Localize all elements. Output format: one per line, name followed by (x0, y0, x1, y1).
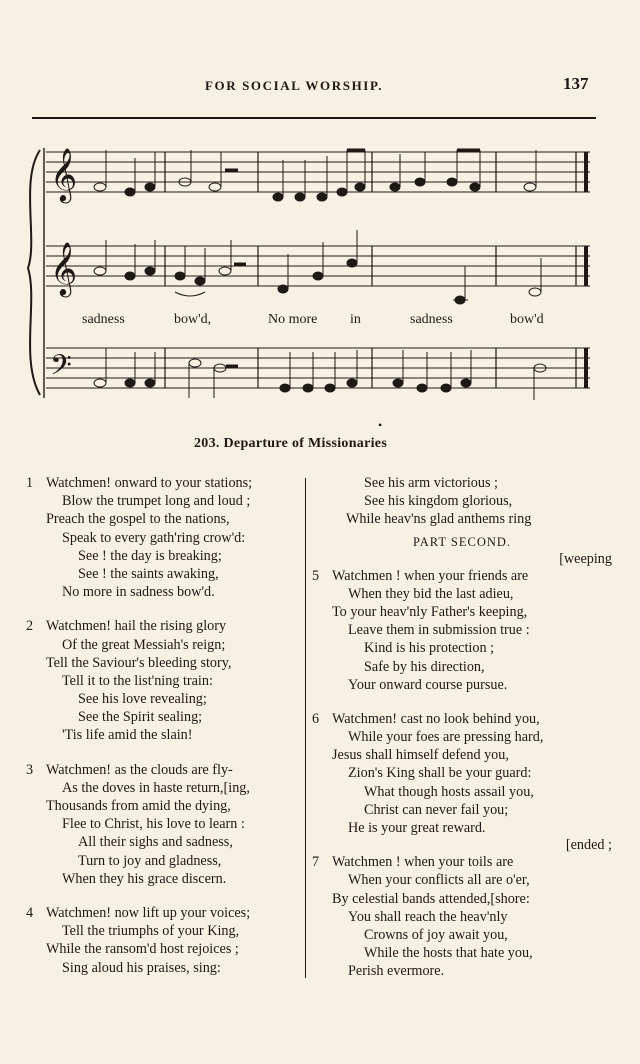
verse-line (312, 621, 612, 639)
verse-line (26, 761, 306, 779)
verse-line (26, 940, 306, 958)
verse-text: See ! the day is breaking; (78, 547, 222, 564)
verse-text: No more in sadness bow'd. (62, 584, 215, 601)
verse-text: When your conflicts all are o'er, (348, 872, 530, 889)
verse-line (26, 726, 306, 744)
verse-text: Leave them in submission true : (348, 622, 530, 639)
right-column (312, 474, 612, 981)
verse-text: As the doves in haste return,[ing, (62, 779, 250, 796)
barlines (165, 152, 496, 388)
verse-line (312, 728, 612, 746)
notes-staff-1 (94, 150, 536, 201)
verse-line (26, 852, 306, 870)
verse-text: Safe by his direction, (364, 658, 485, 675)
verse-line (26, 583, 306, 601)
verse-text: Watchmen! as the clouds are fly- (46, 761, 233, 778)
verse-text: Christ can never fail you; (364, 801, 509, 818)
underlay-word: bow'd, (174, 312, 212, 327)
verse-text: When they his grace discern. (62, 870, 227, 887)
verse-line (26, 922, 306, 940)
verse-text: Watchmen! onward to your stations; (46, 475, 253, 491)
verse-number: 5 (312, 567, 320, 584)
verse-line (312, 639, 612, 657)
notes-staff-3 (94, 348, 546, 400)
running-title: FOR SOCIAL WORSHIP. (205, 78, 384, 93)
verse-line (26, 529, 306, 547)
verse-text: Speak to every gath'ring crow'd: (62, 529, 246, 546)
left-column (26, 474, 306, 977)
verse-line (312, 474, 612, 492)
verse-text: You shall reach the heav'nly (348, 908, 508, 925)
underlay-word: bow'd (510, 312, 544, 327)
verse-text: Tell it to the list'ning train: (62, 672, 213, 689)
verse-line (312, 676, 612, 694)
verse-line (26, 636, 306, 654)
verse-text: To your heav'nly Father's keeping, (332, 603, 528, 620)
verse-line (312, 567, 612, 585)
verse-text: Thousands from amid the dying, (46, 798, 231, 814)
hymn-heading (194, 436, 387, 452)
verse-text: He is your great reward. (348, 820, 486, 836)
page-number: 137 (563, 74, 589, 93)
verse-line (312, 926, 612, 944)
verse-text: Watchmen! cast no look behind you, (332, 710, 540, 727)
verse-text: Watchmen! hail the rising glory (46, 618, 227, 635)
verse-text: While your foes are pressing hard, (348, 729, 544, 746)
underlay-word: sadness (410, 312, 453, 327)
verse-text: Perish evermore. (348, 963, 445, 980)
verse-line (312, 853, 612, 871)
verse-text: Jesus shall himself defend you, (332, 747, 509, 764)
verse-text: Sing aloud his praises, sing: (62, 959, 221, 976)
verse-line (26, 547, 306, 565)
turnover-fragment (312, 837, 612, 853)
verse-line (312, 962, 612, 980)
verse-text: [weeping (559, 550, 612, 567)
verse-text: While the ransom'd host rejoices ; (46, 941, 239, 958)
verse-text: See ! the saints awaking, (78, 565, 219, 582)
verse-line (312, 710, 612, 728)
verse-line (26, 617, 306, 635)
verse-number: 1 (26, 475, 34, 491)
underlay-word: sadness (82, 312, 125, 327)
verse-line (26, 904, 306, 922)
verse-number: 3 (26, 761, 34, 778)
verse-line (312, 890, 612, 908)
verse-text: 'Tis life amid the slain! (62, 727, 193, 744)
verse-text: When they bid the last adieu, (348, 585, 514, 602)
verse-text: See his love revealing; (78, 691, 207, 708)
verse-line (26, 690, 306, 708)
verse-text: Watchmen! now lift up your voices; (46, 904, 251, 921)
final-barlines (576, 152, 586, 388)
verse-line (26, 565, 306, 583)
verse-number: 4 (26, 904, 34, 921)
verse-line (312, 492, 612, 510)
verse-line (312, 764, 612, 782)
verse-line (312, 783, 612, 801)
verse-text: Crowns of joy await you, (364, 926, 508, 943)
verse-line (312, 746, 612, 764)
underlay-word: in (350, 312, 361, 327)
bass-clef-icon: 𝄢 (50, 351, 72, 388)
verse-gap (26, 745, 306, 761)
music-score (0, 0, 640, 420)
verse-text: All their sighs and sadness, (78, 834, 233, 851)
ornament-dot: • (378, 418, 383, 432)
staff-treble-1 (46, 152, 590, 192)
verse-line (26, 654, 306, 672)
verse-line (26, 797, 306, 815)
verse-line (312, 658, 612, 676)
turnover-fragment (312, 551, 612, 567)
treble-clef-icon: 𝄞 (50, 243, 78, 294)
verse-text: What though hosts assail you, (364, 783, 534, 800)
verse-line (312, 801, 612, 819)
verse-text: Blow the trumpet long and loud ; (62, 493, 251, 510)
verse-text: Turn to joy and gladness, (78, 852, 222, 869)
verse-text: Kind is his protection ; (364, 640, 495, 657)
underlay-word: No more (268, 312, 318, 327)
verse-gap (312, 694, 612, 710)
verse-number: 7 (312, 854, 320, 871)
verse-text: Your onward course pursue. (348, 676, 508, 693)
verse-line (26, 708, 306, 726)
notes-staff-2 (94, 230, 541, 304)
verse-text: While heav'ns glad anthems ring (346, 511, 532, 528)
verse-number: 6 (312, 710, 320, 727)
verse-line (312, 871, 612, 889)
verse-line (312, 603, 612, 621)
verse-text: Tell the triumphs of your King, (62, 923, 240, 940)
verse-text: See his arm victorious ; (364, 475, 498, 491)
verse-text: While the hosts that hate you, (364, 945, 533, 962)
verse-line (312, 908, 612, 926)
verse-line (26, 870, 306, 888)
verse-text: See his kingdom glorious, (364, 493, 513, 510)
verse-line (26, 833, 306, 851)
verse-line (26, 815, 306, 833)
verse-gap (26, 888, 306, 904)
verse-line (26, 492, 306, 510)
hymn-number: 203. (194, 436, 220, 451)
verse-text: Of the great Messiah's reign; (62, 636, 226, 653)
verse-line (312, 510, 612, 528)
treble-clef-icon: 𝄞 (50, 149, 78, 200)
verse-gap (26, 601, 306, 617)
verse-text: See the Spirit sealing; (78, 709, 203, 726)
verse-line (312, 944, 612, 962)
verse-line (26, 672, 306, 690)
verse-line (26, 959, 306, 977)
verse-text: Tell the Saviour's bleeding story, (46, 654, 232, 671)
verse-text: Zion's King shall be your guard: (348, 765, 532, 782)
verse-line (312, 585, 612, 603)
verse-text: Flee to Christ, his love to learn : (62, 816, 245, 833)
verse-line (26, 510, 306, 528)
verse-text: [ended ; (565, 837, 612, 854)
system-brace (28, 150, 40, 395)
verse-line (26, 779, 306, 797)
verse-number: 2 (26, 618, 34, 635)
verse-text: Preach the gospel to the nations, (46, 511, 230, 528)
verse-text: Watchmen ! when your friends are (332, 567, 529, 584)
hymn-title: Departure of Missionaries (223, 436, 388, 451)
verse-line (312, 819, 612, 837)
verse-text: Watchmen ! when your toils are (332, 854, 514, 871)
verse-line (26, 474, 306, 492)
verse-text: By celestial bands attended,[shore: (332, 890, 530, 907)
part-heading: PART SECOND. (412, 534, 512, 549)
